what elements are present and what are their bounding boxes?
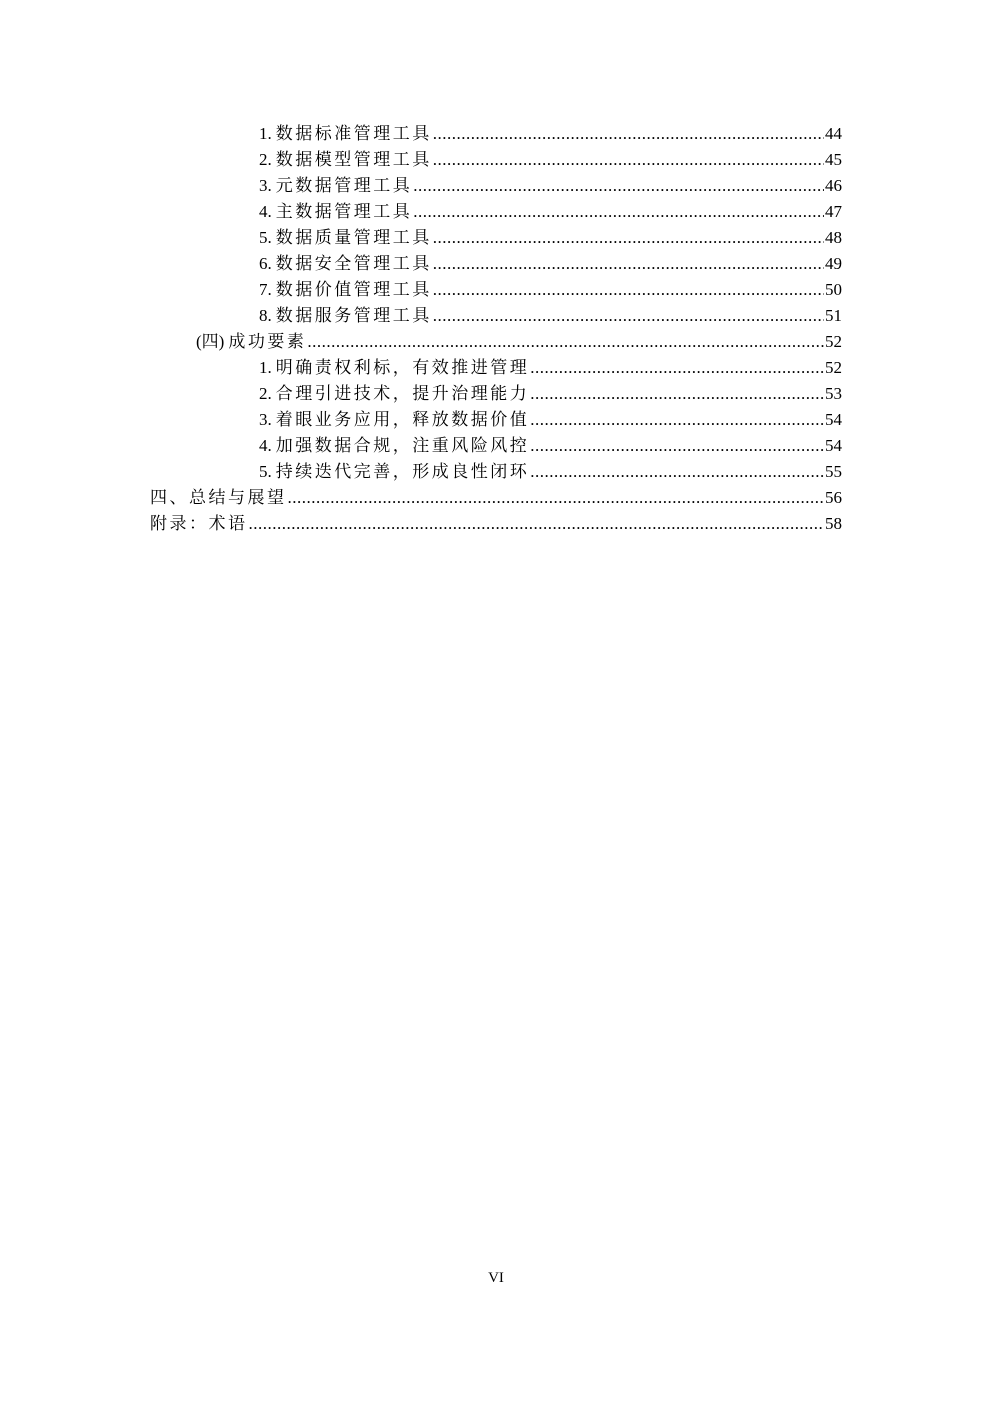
toc-dot-leader: [433, 303, 824, 329]
toc-entry-page: 47: [825, 202, 842, 221]
toc-dot-leader: [413, 173, 824, 199]
toc-entry-title: 着眼业务应用，释放数据价值: [275, 410, 530, 429]
toc-entry-title: 主数据管理工具: [275, 202, 413, 221]
toc-entry-title: 附录：术语: [150, 514, 248, 533]
toc-entry-number: 7.: [259, 280, 272, 299]
toc-entry[interactable]: [0, 433, 992, 459]
toc-dot-leader: [530, 381, 824, 407]
toc-entry-title: 数据价值管理工具: [275, 280, 432, 299]
toc-entry-page: 51: [825, 306, 842, 325]
toc-entry-number: 3.: [259, 176, 272, 195]
toc-entry[interactable]: [0, 511, 992, 537]
toc-entry-number: 3.: [259, 410, 272, 429]
toc-entry-title: 加强数据合规，注重风险风控: [275, 436, 530, 455]
toc-entry-page: 50: [825, 280, 842, 299]
toc-entry-number: (四): [196, 332, 225, 351]
toc-entry-number: 5.: [259, 228, 272, 247]
toc-entry-number: 1.: [259, 358, 272, 377]
toc-entry-page: 55: [825, 462, 842, 481]
toc-entry[interactable]: [0, 147, 992, 173]
toc-entry-title: 四、总结与展望: [150, 488, 287, 507]
toc-entry[interactable]: [0, 225, 992, 251]
toc-entry[interactable]: [0, 485, 992, 511]
toc-dot-leader: [433, 277, 824, 303]
toc-entry-page: 52: [825, 332, 842, 351]
toc-entry-page: 45: [825, 150, 842, 169]
toc-entry[interactable]: [0, 277, 992, 303]
toc-entry-title: 数据标准管理工具: [275, 124, 432, 143]
toc-entry[interactable]: [0, 407, 992, 433]
toc-entry[interactable]: [0, 381, 992, 407]
toc-entry-number: 8.: [259, 306, 272, 325]
toc-entry-title: 数据模型管理工具: [275, 150, 432, 169]
toc-dot-leader: [413, 199, 824, 225]
toc-dot-leader: [433, 147, 824, 173]
toc-entry[interactable]: [0, 173, 992, 199]
toc-dot-leader: [307, 329, 824, 355]
toc-entry-number: 4.: [259, 202, 272, 221]
toc-dot-leader: [530, 355, 824, 381]
toc-entry-title: 成功要素: [228, 332, 307, 351]
toc-entry-number: 4.: [259, 436, 272, 455]
toc-entry[interactable]: [0, 199, 992, 225]
toc-entry-page: 58: [825, 514, 842, 533]
toc-entry[interactable]: [0, 329, 992, 355]
toc-entry-page: 53: [825, 384, 842, 403]
toc-dot-leader: [530, 407, 824, 433]
toc-entry-title: 合理引进技术，提升治理能力: [275, 384, 530, 403]
toc-entry[interactable]: [0, 251, 992, 277]
toc-dot-leader: [433, 121, 824, 147]
toc-entry-page: 56: [825, 488, 842, 507]
toc-dot-leader: [249, 511, 825, 537]
toc-entry[interactable]: [0, 121, 992, 147]
toc-entry-title: 明确责权利标，有效推进管理: [275, 358, 530, 377]
page-number: VI: [488, 1270, 504, 1286]
toc-entry-page: 44: [825, 124, 842, 143]
toc-entry-page: 48: [825, 228, 842, 247]
toc-entry-number: 2.: [259, 384, 272, 403]
toc-dot-leader: [530, 433, 824, 459]
toc-entry-title: 数据服务管理工具: [275, 306, 432, 325]
toc-entry-page: 46: [825, 176, 842, 195]
toc-entry[interactable]: [0, 459, 992, 485]
toc-entry-title: 数据安全管理工具: [275, 254, 432, 273]
toc-entry-page: 54: [825, 410, 842, 429]
toc-dot-leader: [530, 459, 824, 485]
toc-entry-number: 1.: [259, 124, 272, 143]
toc-dot-leader: [433, 251, 824, 277]
toc-entry-number: 6.: [259, 254, 272, 273]
toc-entry-title: 持续迭代完善，形成良性闭环: [275, 462, 530, 481]
toc-entry-number: 2.: [259, 150, 272, 169]
toc-dot-leader: [433, 225, 824, 251]
toc-entry-page: 54: [825, 436, 842, 455]
toc-entry-page: 49: [825, 254, 842, 273]
toc-entry-number: 5.: [259, 462, 272, 481]
toc-entry-page: 52: [825, 358, 842, 377]
toc-dot-leader: [288, 485, 825, 511]
toc-entry[interactable]: [0, 303, 992, 329]
toc-entry-title: 元数据管理工具: [275, 176, 413, 195]
toc-entry[interactable]: [0, 355, 992, 381]
toc-entry-title: 数据质量管理工具: [275, 228, 432, 247]
table-of-contents: [0, 121, 992, 537]
